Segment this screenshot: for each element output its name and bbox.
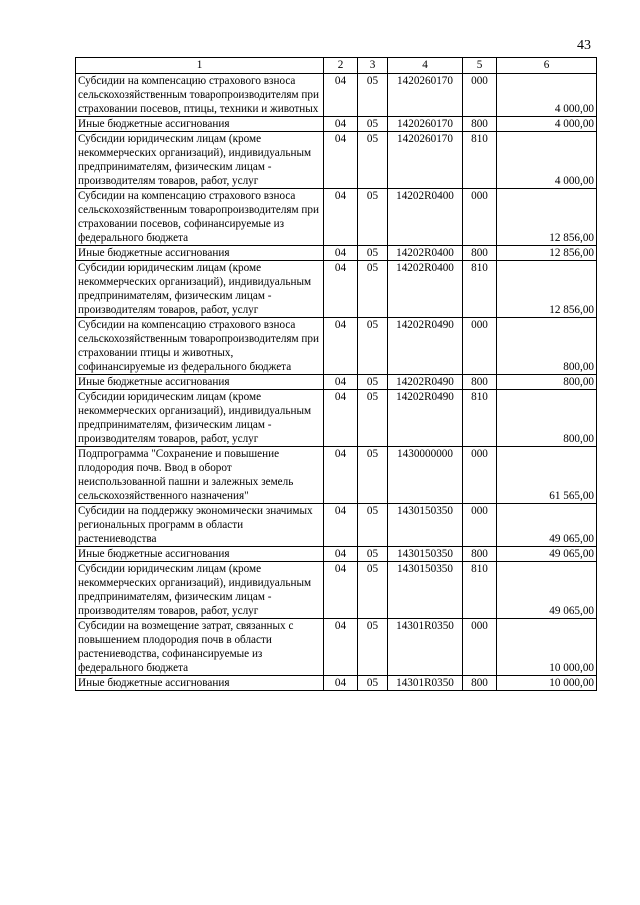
row-expense-type: 800 (463, 676, 497, 691)
table-row (76, 117, 597, 132)
row-expense-type: 800 (463, 117, 497, 132)
row-amount: 49 065,00 (497, 562, 597, 619)
row-amount: 4 000,00 (497, 74, 597, 117)
row-section: 04 (324, 74, 358, 117)
row-section: 04 (324, 246, 358, 261)
table-row (76, 676, 597, 691)
row-expense-type: 810 (463, 132, 497, 189)
row-target-article: 1430150350 (388, 547, 463, 562)
row-expense-type: 810 (463, 390, 497, 447)
row-expense-type: 000 (463, 504, 497, 547)
row-subsection: 05 (358, 318, 388, 375)
row-section: 04 (324, 261, 358, 318)
row-amount: 800,00 (497, 390, 597, 447)
row-section: 04 (324, 132, 358, 189)
row-section: 04 (324, 375, 358, 390)
row-subsection: 05 (358, 74, 388, 117)
row-amount: 800,00 (497, 375, 597, 390)
row-name: Субсидии юридическим лицам (кроме некоммерческих организаций), индивидуальным предпринимателям, физическим лицам - производителям товаров, работ, услуг (76, 562, 324, 619)
row-target-article: 1430150350 (388, 504, 463, 547)
row-expense-type: 000 (463, 74, 497, 117)
row-amount: 4 000,00 (497, 132, 597, 189)
row-subsection: 05 (358, 547, 388, 562)
row-target-article: 1420260170 (388, 117, 463, 132)
row-target-article: 14202R0490 (388, 318, 463, 375)
row-amount: 49 065,00 (497, 504, 597, 547)
table-row (76, 189, 597, 246)
row-amount: 12 856,00 (497, 246, 597, 261)
row-subsection: 05 (358, 447, 388, 504)
row-amount: 10 000,00 (497, 676, 597, 691)
row-subsection: 05 (358, 676, 388, 691)
row-expense-type: 000 (463, 447, 497, 504)
row-amount: 800,00 (497, 318, 597, 375)
row-expense-type: 800 (463, 547, 497, 562)
row-name: Иные бюджетные ассигнования (76, 547, 324, 562)
row-name: Субсидии на поддержку экономически значимых региональных программ в области растениеводства (76, 504, 324, 547)
row-name: Субсидии на компенсацию страхового взноса сельскохозяйственным товаропроизводителям при страховании посевов, птицы, техники и животных (76, 74, 324, 117)
row-section: 04 (324, 676, 358, 691)
row-expense-type: 800 (463, 375, 497, 390)
row-name: Субсидии юридическим лицам (кроме некоммерческих организаций), индивидуальным предпринимателям, физическим лицам - производителям товаров, работ, услуг (76, 390, 324, 447)
row-target-article: 14202R0490 (388, 390, 463, 447)
row-target-article: 1420260170 (388, 74, 463, 117)
table-row (76, 547, 597, 562)
header-cell: 4 (388, 58, 463, 74)
row-name: Иные бюджетные ассигнования (76, 246, 324, 261)
row-target-article: 1420260170 (388, 132, 463, 189)
row-expense-type: 000 (463, 619, 497, 676)
table-body (76, 74, 597, 691)
row-section: 04 (324, 619, 358, 676)
row-amount: 12 856,00 (497, 261, 597, 318)
row-name: Субсидии юридическим лицам (кроме некоммерческих организаций), индивидуальным предпринимателям, физическим лицам - производителям товаров, работ, услуг (76, 261, 324, 318)
table-row (76, 562, 597, 619)
row-target-article: 14202R0400 (388, 189, 463, 246)
row-expense-type: 810 (463, 562, 497, 619)
row-target-article: 14301R0350 (388, 676, 463, 691)
row-name: Иные бюджетные ассигнования (76, 375, 324, 390)
table-header-row (76, 58, 597, 74)
row-section: 04 (324, 562, 358, 619)
header-cell: 5 (463, 58, 497, 74)
budget-table (75, 57, 597, 691)
row-subsection: 05 (358, 619, 388, 676)
header-cell: 2 (324, 58, 358, 74)
row-section: 04 (324, 547, 358, 562)
row-amount: 12 856,00 (497, 189, 597, 246)
table-row (76, 246, 597, 261)
row-section: 04 (324, 390, 358, 447)
row-name: Субсидии на возмещение затрат, связанных с повышением плодородия почв в области растениеводства, софинансируемые из федерального бюджета (76, 619, 324, 676)
table-row (76, 132, 597, 189)
row-target-article: 14301R0350 (388, 619, 463, 676)
header-cell: 1 (76, 58, 324, 74)
row-section: 04 (324, 504, 358, 547)
row-expense-type: 000 (463, 318, 497, 375)
row-amount: 61 565,00 (497, 447, 597, 504)
row-name: Субсидии на компенсацию страхового взноса сельскохозяйственным товаропроизводителям при страховании посевов, софинансируемые из федерального бюджета (76, 189, 324, 246)
row-name: Иные бюджетные ассигнования (76, 117, 324, 132)
row-expense-type: 000 (463, 189, 497, 246)
row-subsection: 05 (358, 189, 388, 246)
row-amount: 4 000,00 (497, 117, 597, 132)
row-name: Субсидии юридическим лицам (кроме некоммерческих организаций), индивидуальным предпринимателям, физическим лицам - производителям товаров, работ, услуг (76, 132, 324, 189)
row-name: Субсидии на компенсацию страхового взноса сельскохозяйственным товаропроизводителям при страховании птицы и животных, софинансируемые из федерального бюджета (76, 318, 324, 375)
row-subsection: 05 (358, 375, 388, 390)
table-row (76, 318, 597, 375)
row-name: Иные бюджетные ассигнования (76, 676, 324, 691)
row-section: 04 (324, 189, 358, 246)
row-subsection: 05 (358, 390, 388, 447)
row-target-article: 14202R0490 (388, 375, 463, 390)
page-number: 43 (577, 38, 591, 53)
row-expense-type: 810 (463, 261, 497, 318)
row-subsection: 05 (358, 117, 388, 132)
table-row (76, 261, 597, 318)
row-subsection: 05 (358, 246, 388, 261)
row-amount: 49 065,00 (497, 547, 597, 562)
table-row (76, 74, 597, 117)
header-cell: 6 (497, 58, 597, 74)
row-subsection: 05 (358, 132, 388, 189)
table-row (76, 447, 597, 504)
table-row (76, 619, 597, 676)
row-section: 04 (324, 447, 358, 504)
header-cell: 3 (358, 58, 388, 74)
row-section: 04 (324, 318, 358, 375)
table-row (76, 375, 597, 390)
table-row (76, 504, 597, 547)
row-target-article: 1430150350 (388, 562, 463, 619)
row-name: Подпрограмма "Сохранение и повышение плодородия почв. Ввод в оборот неиспользованной пашни и залежных земель сельскохозяйственного назначения" (76, 447, 324, 504)
row-expense-type: 800 (463, 246, 497, 261)
row-target-article: 14202R0400 (388, 246, 463, 261)
row-target-article: 14202R0400 (388, 261, 463, 318)
row-subsection: 05 (358, 504, 388, 547)
row-amount: 10 000,00 (497, 619, 597, 676)
row-subsection: 05 (358, 562, 388, 619)
row-subsection: 05 (358, 261, 388, 318)
row-section: 04 (324, 117, 358, 132)
table-row (76, 390, 597, 447)
row-target-article: 1430000000 (388, 447, 463, 504)
